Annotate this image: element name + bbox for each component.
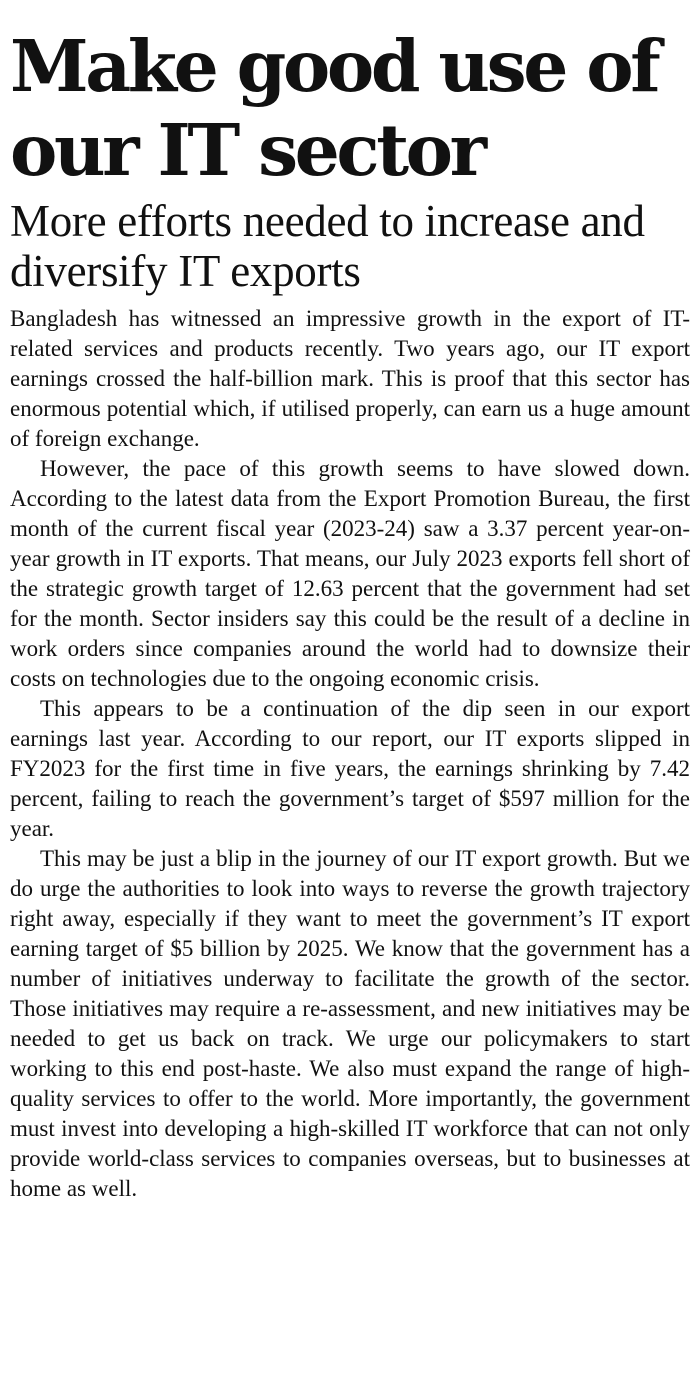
paragraph-1: Bangladesh has witnessed an impressive growth in the export of IT-related services and products recently. Two years ago, our IT export earnings crossed the half-billion mark. This is proof that this sector has enormous potential which, if utilised properly, can earn us a huge amount of foreign exchange. <box>10 306 690 451</box>
editorial-article <box>10 24 690 1204</box>
subheadline: More efforts needed to increase and diversify IT exports <box>10 196 645 296</box>
paragraph-4: This may be just a blip in the journey of our IT export growth. But we do urge the authorities to look into ways to reverse the growth trajectory right away, especially if they want to meet the government’s IT export earning target of $5 billion by 2025. We know that the government has a number of initiatives underway to facilitate the growth of the sector. Those initiatives may require a re-assessment, and new initiatives may be needed to get us back on track. We urge our policymakers to start working to this end post-haste. We also must expand the range of high-quality services to offer to the world. More importantly, the government must invest into developing a high-skilled IT workforce that can not only provide world-class services to companies overseas, but to businesses at home as well. <box>10 846 690 1201</box>
headline: Make good use of our IT sector <box>10 24 658 192</box>
paragraph-3: This appears to be a continuation of the dip seen in our export earnings last year. According to our report, our IT exports slipped in FY2023 for the first time in five years, the earnings shrinking by 7.42 percent, failing to reach the government’s target of $597 million for the year. <box>10 696 690 841</box>
paragraph-2: However, the pace of this growth seems to have slowed down. According to the latest data from the Export Promotion Bureau, the first month of the current fiscal year (2023-24) saw a 3.37 percent year-on-year growth in IT exports. That means, our July 2023 exports fell short of the strategic growth target of 12.63 percent that the government had set for the month. Sector insiders say this could be the result of a decline in work orders since companies around the world had to downsize their costs on technologies due to the ongoing economic crisis. <box>10 456 690 691</box>
article-body <box>10 304 690 1204</box>
